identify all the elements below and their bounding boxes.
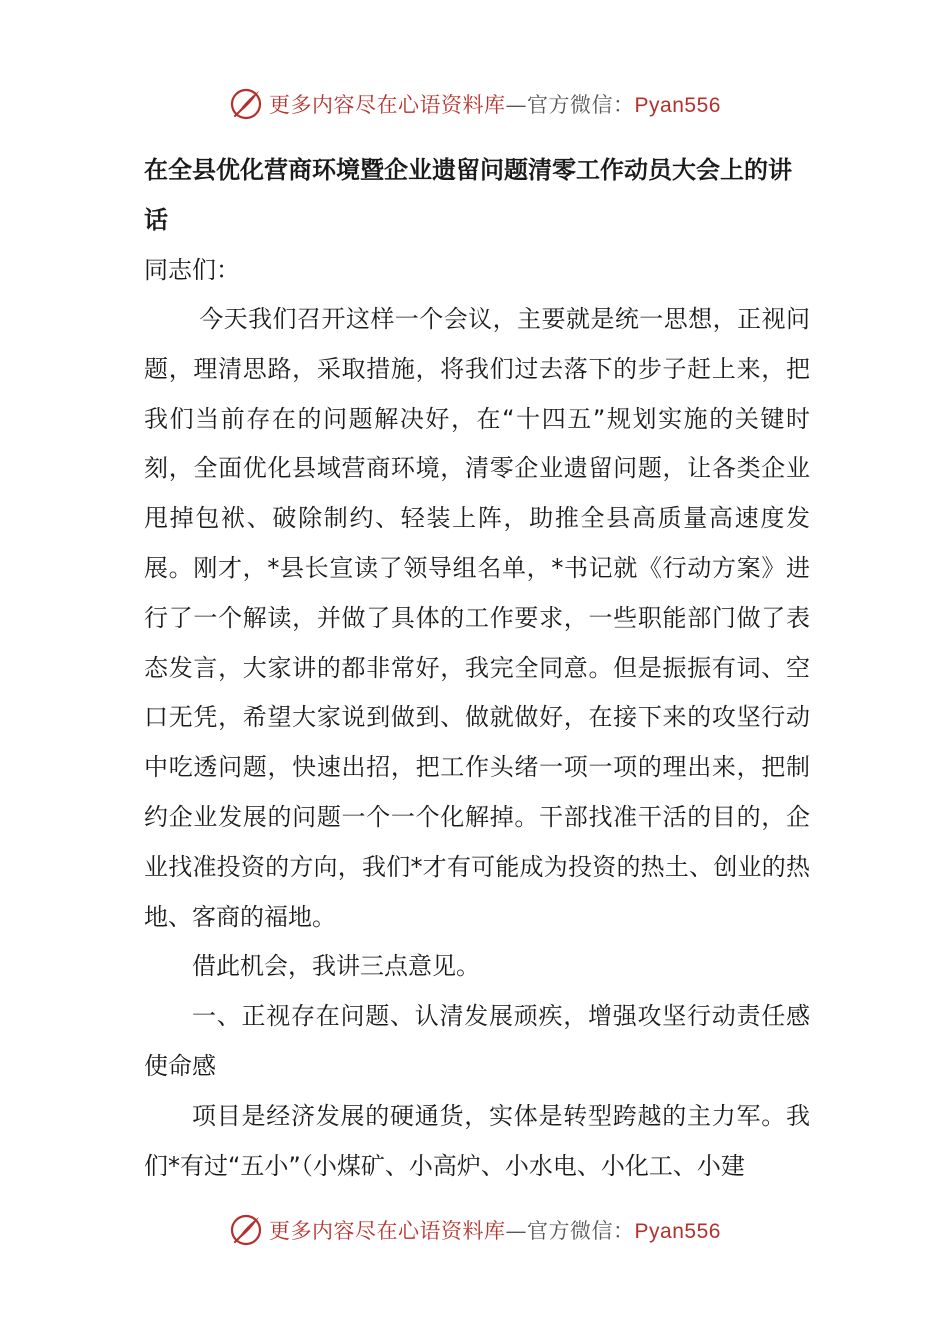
paragraph-projects: 项目是经济发展的硬通货，实体是转型跨越的主力军。我们*有过“五小”（小煤矿、小高炉、小水电、小化工、小建: [144, 1101, 810, 1180]
document-title: 在全县优化营商环境暨企业遗留问题清零工作动员大会上的讲话: [144, 156, 792, 234]
watermark-wechat-id: Pyan556: [634, 1220, 721, 1243]
watermark-wechat-id: Pyan556: [634, 94, 721, 117]
footer-watermark: [0, 1208, 950, 1252]
header-watermark: [0, 82, 950, 126]
watermark-wechat-label: 官方微信：: [527, 1219, 635, 1243]
watermark-text: [269, 1215, 721, 1245]
watermark-separator: —: [505, 1219, 528, 1243]
watermark-separator: —: [505, 93, 528, 117]
watermark-wechat-label: 官方微信：: [527, 93, 635, 117]
salutation: 同志们：: [144, 256, 240, 284]
section-heading-one: 一、正视存在问题、认清发展顽疾，增强攻坚行动责任感使命感: [144, 1002, 810, 1080]
paragraph-opening: 今天我们召开这样一个会议，主要就是统一思想，正视问题，理清思路，采取措施，将我们过去落下的步子赶上来，把我们当前存在的问题解决好，在“十四五”规划实施的关键时刻，全面优化县域营商环境，清零企业遗留问题，让各类企业甩掉包袱、破除制约、轻装上阵，助推全县高质量高速度发展。刚才，*县长宣读了领导组名单，*书记就《行动方案》进行了一个解读，并做了具体的工作要求，一些职能部门做了表态发言，大家讲的都非常好，我完全同意。但是振振有词、空口无凭，希望大家说到做到、做就做好，在接下来的攻坚行动中吃透问题，快速出招，把工作头绪一项一项的理出来，把制约企业发展的问题一个一个化解掉。干部找准干活的目的，企业找准投资的方向，我们*才有可能成为投资的热土、创业的热地、客商的福地。: [144, 305, 810, 931]
watermark-brand: 更多内容尽在心语资料库: [269, 93, 506, 117]
document-body: [144, 145, 810, 1191]
watermark-text: [269, 89, 721, 119]
watermark-brand: 更多内容尽在心语资料库: [269, 1219, 506, 1243]
paragraph-intro-points: 借此机会，我讲三点意见。: [192, 952, 480, 981]
quill-logo-icon: [229, 1213, 263, 1247]
quill-logo-icon: [229, 87, 263, 121]
